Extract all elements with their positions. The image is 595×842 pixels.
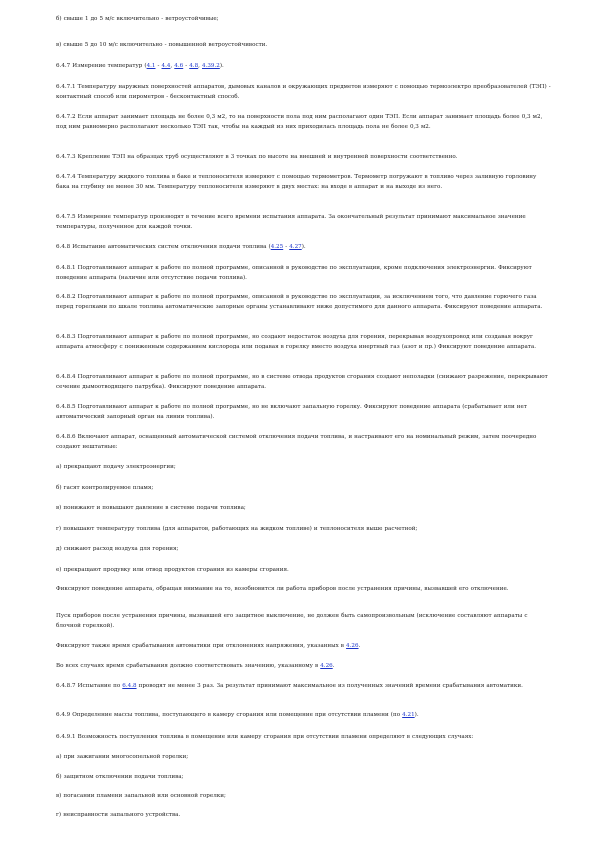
paragraph-text: - [183, 63, 190, 69]
paragraph [56, 661, 551, 671]
paragraph [56, 503, 551, 513]
paragraph-text: - [283, 244, 290, 250]
paragraph-text: ). [301, 244, 306, 250]
paragraph-text: а) прекращают подачу электроэнергии; [56, 464, 176, 470]
paragraph-text: 6.4.7.4 Температуру жидкого топлива в баке и теплоносителя измеряют с помощью термометров. Термометр погружают в топливо через заливную горловину бака на глубину не менее 30 мм. Температуру теплоносителя измеряют в двух местах: на входе в аппарат и на выходе из него. [56, 174, 537, 191]
paragraph-text: 6.4.7.2 Если аппарат занимает площадь не более 0,3 м2, то на поверхности пола под ним располагают один ТЭП. Если аппарат занимает площадь более 0,3 м2, под ним равномерно располагают несколько ТЭП так, чтобы на каждый из них приходилась площадь пола не более 0,3 м2. [56, 114, 543, 131]
paragraph-text: Пуск приборов после устранения причины, вызвавшей его защитное выключение, не должен быть самопроизвольным (исключение составляют аппараты с блочной горелкой). [56, 613, 528, 630]
paragraph [56, 172, 551, 193]
paragraph [56, 40, 551, 50]
paragraph-text: Во всех случаях время срабатывания должно соответствовать значению, указанному в [56, 663, 321, 669]
paragraph-text: г) повышают температуру топлива (для аппаратов, работающих на жидком топливе) и теплоносителя выше расчетной; [56, 526, 418, 532]
paragraph-text: в) свыше 5 до 10 м/с включительно - повышенной ветроустойчивости. [56, 42, 268, 48]
section-link[interactable]: 4.27 [289, 244, 302, 250]
section-link[interactable]: 4.1 [146, 63, 156, 69]
paragraph-text: 6.4.8 Испытание автоматических систем отключения подачи топлива ( [56, 244, 271, 250]
paragraph-text: ). [414, 712, 419, 718]
paragraph [56, 483, 551, 493]
paragraph-text: 6.4.8.6 Включают аппарат, оснащенный автоматической системой отключения подачи топлива, и настраивают его на номинальный режим, затем поочередно создают нештатные: [56, 434, 537, 451]
paragraph-text: а) при зажигании многосопельной горелки; [56, 754, 189, 760]
paragraph [56, 462, 551, 472]
section-link[interactable]: 4.25 [270, 244, 284, 250]
paragraph-text: 6.4.8.5 Подготавливают аппарат к работе по полной программе, но не включают запальную горелку. Фиксируют поведение аппарата (срабатывает или нет автоматический запорный орган на линии топлива). [56, 404, 527, 421]
paragraph [56, 641, 551, 651]
paragraph-text: д) снижают расход воздуха для горения; [56, 546, 179, 552]
paragraph-text: 6.4.8.4 Подготавливают аппарат к работе по полной программе, но в системе отвода продуктов сгорания создают неполадки (снижают разрежение, перекрывают сечение дымоотводящего патрубка). Фиксируют поведение аппарата. [56, 374, 548, 391]
paragraph [56, 61, 551, 71]
paragraph-text: , [170, 63, 175, 69]
section-link[interactable]: 4.26 [346, 643, 359, 649]
paragraph [56, 584, 551, 594]
paragraph [56, 372, 551, 393]
paragraph [56, 752, 551, 762]
section-link[interactable]: 4.21 [402, 712, 415, 718]
paragraph-text: 6.4.7 Измерение температур ( [56, 63, 147, 69]
paragraph [56, 402, 551, 423]
paragraph-text: . [332, 663, 335, 669]
paragraph [56, 152, 551, 162]
paragraph-text: 6.4.8.7 Испытание по [56, 683, 123, 689]
paragraph-text: б) защитном отключении подачи топлива; [56, 774, 184, 780]
paragraph-text: ). [219, 63, 224, 69]
paragraph [56, 432, 551, 453]
paragraph-text: е) прекращают продувку или отвод продуктов сгорания из камеры сгорания. [56, 567, 289, 573]
paragraph-text: 6.4.7.1 Температуру наружных поверхностей аппаратов, дымовых каналов и окружающих предметов измеряют с помощью термоэлектро преобразователей (ТЭП) - контактный способ или пирометров - бесконтактный способ. [56, 84, 551, 101]
paragraph [56, 791, 551, 801]
paragraph [56, 544, 551, 554]
paragraph [56, 112, 551, 133]
paragraph-text: 6.4.8.3 Подготавливают аппарат к работе по полной программе, но создают недостаток воздуха для горения, перекрывая воздухопровод или создавая вокруг аппарата атмосферу с пониженным содержанием кислорода или подавая в горелку вместо воздуха инертный газ (азот и пр.) Фиксируют поведение аппарата. [56, 334, 537, 351]
paragraph [56, 82, 551, 103]
paragraph-text: 6.4.7.3 Крепление ТЭП на образцах труб осуществляют в 3 точках по высоте на внешней и внутренней поверхности соответственно. [56, 154, 458, 160]
paragraph-text: Фиксируют поведение аппарата, обращая внимание на то, возобновится ли работа приборов после устранения причины, вызвавшей его отключение. [56, 586, 509, 592]
section-link[interactable]: 4.26 [320, 663, 333, 669]
section-link[interactable]: 4.8 [189, 63, 199, 69]
paragraph [56, 212, 551, 233]
paragraph [56, 292, 551, 313]
paragraph [56, 263, 551, 284]
paragraph [56, 611, 551, 632]
paragraph-text: 6.4.9 Определение массы топлива, поступающего в камеру сгорания или помещение при отсутствии пламени (по [56, 712, 403, 718]
paragraph-text: 6.4.7.5 Измерение температур производят в течение всего времени испытания аппарата. За окончательный результат принимают максимальное значение температуры, полученное для каждой точки. [56, 214, 526, 231]
paragraph-text: проводят не менее 3 раз. За результат принимают максимальное из полученных значений времени срабатывания автоматики. [136, 683, 523, 689]
paragraph [56, 332, 551, 353]
paragraph-text: 6.4.9.1 Возможность поступления топлива в помещение или камеру сгорания при отсутствии пламени определяют в следующих случаях: [56, 734, 474, 740]
paragraph [56, 710, 551, 720]
section-link[interactable]: 6.4.8 [122, 683, 137, 689]
paragraph [56, 524, 551, 534]
paragraph [56, 565, 551, 575]
paragraph-text: в) погасании пламени запальной или основной горелки; [56, 793, 226, 799]
paragraph [56, 810, 551, 820]
paragraph-text: . [358, 643, 361, 649]
paragraph-text: б) гасят контролируемое пламя; [56, 485, 154, 491]
paragraph-text: б) свыше 1 до 5 м/с включительно - ветроустойчивые; [56, 16, 219, 22]
paragraph-text: 6.4.8.2 Подготавливают аппарат к работе по полной программе, описанной в руководстве по эксплуатации, за исключением того, что давление горючего газа перед горелками по шкале топлива автоматические запорные органы устанавливают ниже допустимого для данного аппарата. Фиксируют поведение аппарата. [56, 294, 543, 311]
paragraph-text: , [198, 63, 203, 69]
paragraph [56, 14, 551, 24]
section-link[interactable]: 4.4 [161, 63, 171, 69]
paragraph [56, 242, 551, 252]
paragraph [56, 732, 551, 742]
paragraph [56, 681, 551, 691]
paragraph [56, 772, 551, 782]
section-link[interactable]: 4.6 [174, 63, 184, 69]
paragraph-text: - [155, 63, 162, 69]
paragraph-text: 6.4.8.1 Подготавливают аппарат к работе по полной программе, описанной в руководстве по эксплуатации, кроме подключения электроэнергии. Фиксируют поведение аппарата (наличие или отсутствие подачи топлива). [56, 265, 532, 282]
section-link[interactable]: 4.39.2 [202, 63, 220, 69]
paragraph-text: в) понижают и повышают давление в системе подачи топлива; [56, 505, 246, 511]
paragraph-text: г) неисправности запального устройства. [56, 812, 181, 818]
paragraph-text: Фиксируют также время срабатывания автоматики при отклонениях напряжения, указанных в [56, 643, 347, 649]
